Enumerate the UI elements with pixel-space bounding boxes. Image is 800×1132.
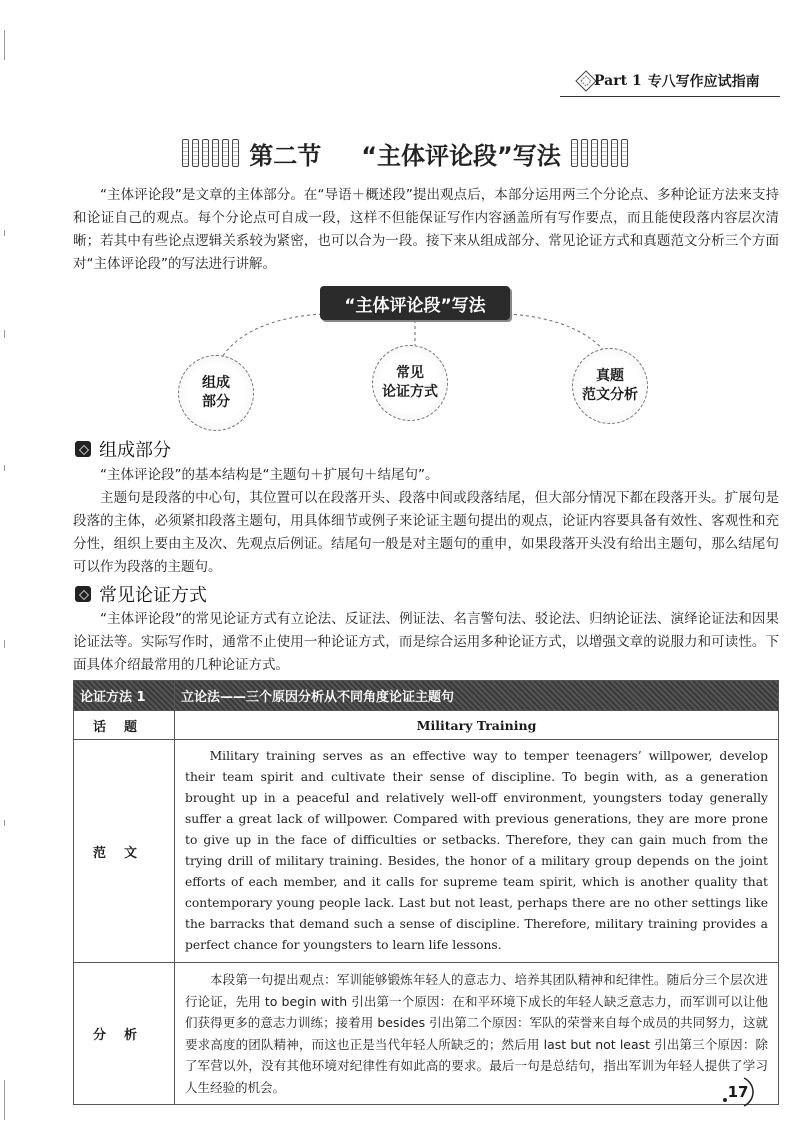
row-label: 分析 (74, 963, 175, 1105)
stack-icon (75, 441, 91, 457)
table-header-row (74, 681, 779, 711)
page-number: 17 (718, 1074, 758, 1110)
section-title (170, 133, 640, 173)
section-number: 第二节 (249, 141, 322, 170)
topic-cell: Military Training (175, 711, 779, 740)
title-ornament-right-icon (571, 139, 628, 167)
title-ornament-left-icon (182, 139, 239, 167)
method-label: 论证方法 1 (74, 681, 175, 711)
composition-paragraph-2: 主题句是段落的中心句，其位置可以在段落开头、段落中间或段落结尾，但大部分情况下都在段落开头。扩展句是段落的主体，必须紧扣段落主题句，用具体细节或例子来论证主题句提出的观点，论证内容要具备有效性、客观性和充分性，组织上要由主及次、先观点后例证。结尾句一般是对主题句的重申，如果段落开头没有给出主题句，那么结尾句可以作为段落的主题句。 (73, 490, 779, 575)
section-heading: “主体评论段”写法 (361, 141, 561, 170)
methods-heading: 常见论证方式 (75, 581, 207, 607)
mindmap-node-analysis: 真题 范文分析 (572, 348, 648, 424)
mindmap-node-methods: 常见 论证方式 (372, 345, 448, 421)
book-title: 专八写作应试指南 (647, 74, 760, 90)
table-row (74, 963, 779, 1105)
composition-paragraph-1: “主体评论段”的基本结构是“主题句＋扩展句＋结尾句”。 (100, 467, 439, 483)
method-description: 立论法——三个原因分析从不同角度论证主题句 (175, 681, 779, 711)
analysis-cell: 本段第一句提出观点：军训能够锻炼年轻人的意志力、培养其团队精神和纪律性。随后分三个层次进行论证，先用 to begin with 引出第一个原因：在和平环境下成长的年轻人缺乏意志力，而军训可以让他们获得更多的意志力训练；接着用 besides 引出第二个原因：军队的荣誉来自每个成员的共同努力，这就要求高度的团队精神，而这也正是当代年轻人所缺乏的；然后用 last but not least 引出第三个原因：除了军营以外，没有其他环境对纪律性有如此高的要求。最后一句是总结句，指出军训为年轻人提供了学习人生经验的机会。 (175, 963, 779, 1105)
running-header (572, 68, 772, 94)
table-row (74, 711, 779, 740)
mindmap-node-composition: 组成 部分 (178, 355, 254, 431)
row-label: 范文 (74, 740, 175, 963)
part-label: Part 1 (594, 73, 642, 89)
stack-icon (75, 586, 91, 602)
intro-paragraph: “主体评论段”是文章的主体部分。在“导语＋概述段”提出观点后，本部分运用两三个分论点、多种论证方法来支持和论证自己的观点。每个分论点可自成一段，这样不但能保证写作内容涵盖所有写作要点，而且能使段落内容层次清晰；若其中有些论点逻辑关系较为紧密，也可以合为一段。接下来从组成部分、常见论证方式和真题范文分析三个方面对“主体评论段”的写法进行讲解。 (73, 187, 779, 272)
header-rule (560, 96, 780, 97)
methods-paragraph: “主体评论段”的常见论证方式有立论法、反证法、例证法、名言警句法、驳论法、归纳论证法、演绎论证法和因果论证法等。实际写作时，通常不止使用一种论证方式，而是综合运用多种论证方式，以增强文章的说服力和可读性。下面具体介绍最常用的几种论证方式。 (73, 611, 779, 673)
mindmap-center: “主体评论段”写法 (320, 286, 510, 320)
composition-heading: 组成部分 (75, 436, 171, 462)
table-row (74, 740, 779, 963)
part-emblem-icon (572, 68, 600, 94)
sample-essay-cell: Military training serves as an effective way to temper teenagers’ willpower, develop their team spirit and cultivate their sense of discipline. To begin with, as a generation brought up in a peaceful and relatively well-off environment, youngsters today generally suffer a great lack of willpower. Compared with previous generations, they are more prone to give up in the face of difficulties or setbacks. Therefore, they can gain much from the trying drill of military training. Besides, the honor of a military group depends on the joint efforts of each member, and it calls for supreme team spirit, which is another quality that contemporary young people lack. Last but not least, perhaps there are no other settings like the barracks that demand such a sense of discipline. Therefore, military training provides a perfect chance for youngsters to learn life lessons. (175, 740, 779, 963)
example-table (73, 680, 779, 1105)
row-label: 话题 (74, 711, 175, 740)
